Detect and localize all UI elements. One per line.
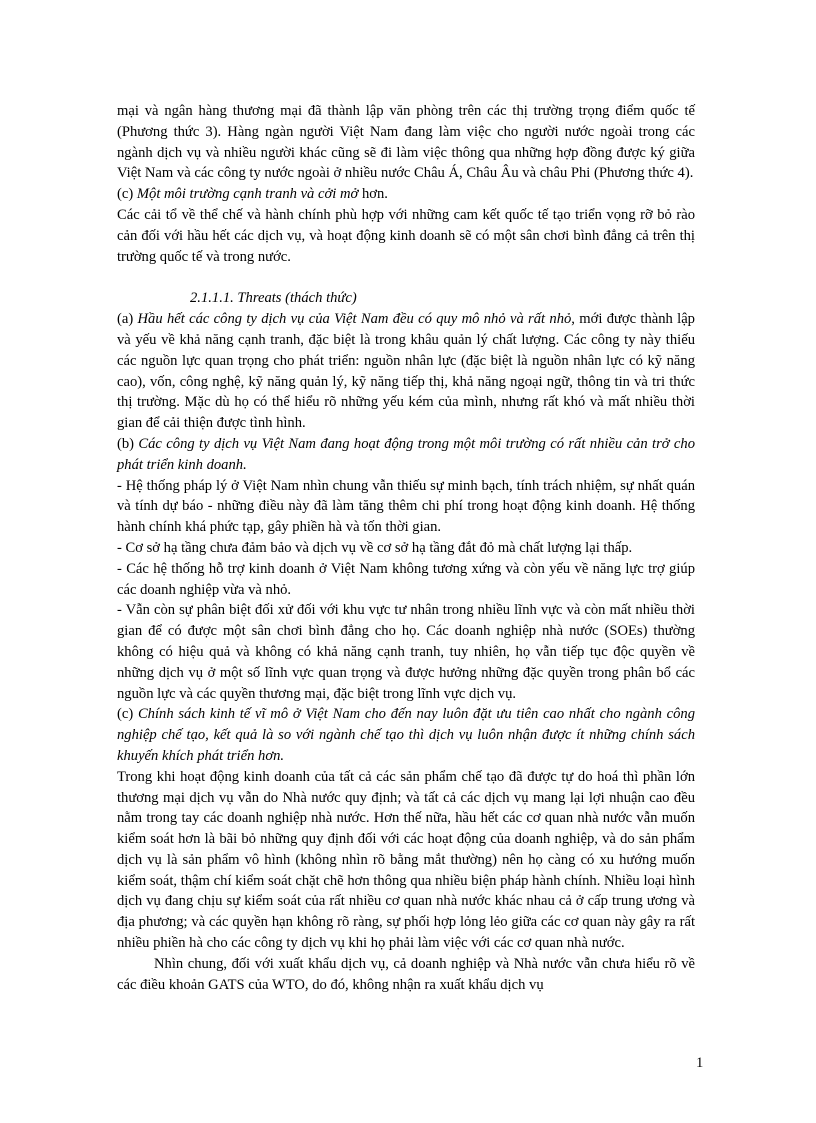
italic-lead: Các công ty dịch vụ Việt Nam đang hoạt động trong một môi trường có rất nhiều cản trở cho phát triển kinh doanh. (117, 435, 695, 473)
item-marker: (a) (117, 311, 138, 328)
paragraph-threat-b (117, 434, 695, 476)
item-marker: (c) (117, 706, 138, 723)
paragraph-threat-c (117, 704, 695, 766)
paragraph-mode-3-4: mại và ngân hàng thương mại đã thành lập văn phòng trên các thị trường trọng điểm quốc tế (Phương thức 3). Hàng ngàn người Việt Nam đang làm việc cho người nước ngoài trong các ngành dịch vụ và nhiều người khác cũng sẽ đi làm việc thông qua những hợp đồng được ký giữa Việt Nam và các công ty nước ngoài ở nhiều nước Châu Á, Châu Âu và châu Phi (Phương thức 4). (117, 103, 695, 182)
paragraph-opportunity-c (117, 184, 695, 205)
page-body (117, 101, 695, 995)
item-marker: (c) (117, 186, 137, 203)
section-heading-threats: 2.1.1.1. Threats (thách thức) (190, 290, 357, 307)
bullet-support-systems: - Các hệ thống hỗ trợ kinh doanh ở Việt Nam không tương xứng và còn yếu về năng lực trợ giúp các doanh nghiệp vừa và nhỏ. (117, 560, 695, 598)
paragraph-state-control: Trong khi hoạt động kinh doanh của tất cả các sản phẩm chế tạo đã được tự do hoá thì phần lớn thương mại dịch vụ vẫn do Nhà nước quy định; và tất cả các dịch vụ mang lại lợi nhuận cao đều nằm trong tay các doanh nghiệp nhà nước. Hơn thế nữa, hầu hết các cơ quan nhà nước vẫn muốn kiểm soát hơn là bãi bỏ những quy định đối với các hoạt động của doanh nghiệp, và do sản phẩm dịch vụ là sản phẩm vô hình (không nhìn rõ bằng mắt thường) nên họ càng có xu hướng muốn kiểm soát, thậm chí kiểm soát chặt chẽ hơn thông qua nhiều biện pháp hành chính. Nhiều loại hình dịch vụ đang chịu sự kiểm soát của rất nhiều cơ quan nhà nước khác nhau cả ở cấp trung ương và địa phương; và các quyền hạn không rõ ràng, sự phối hợp lỏng lẻo giữa các cơ quan này gây ra rất nhiều phiền hà cho các công ty dịch vụ khi họ phải làm việc với các cơ quan nhà nước. (117, 768, 695, 952)
italic-lead: Một môi trường cạnh tranh và cởi mở (136, 186, 359, 203)
paragraph-gats-awareness: Nhìn chung, đối với xuất khẩu dịch vụ, cả doanh nghiệp và Nhà nước vẫn chưa hiểu rõ về các điều khoản GATS của WTO, do đó, không nhận ra xuất khẩu dịch vụ (117, 955, 695, 993)
paragraph-threat-a (117, 309, 695, 434)
paragraph-body: , mới được thành lập và yếu về khả năng cạnh tranh, đặc biệt là trong khâu quản lý chất lượng. Các công ty này thiếu các nguồn lực quan trọng cho phát triển: nguồn nhân lực (đặc biệt là nguồn nhân lực có kỹ năng cao), vốn, công nghệ, kỹ năng quản lý, kỹ năng tiếp thị, khả năng ngoại ngữ, thông tin và tri thức thị trường. Mặc dù họ có thể hiểu rõ những yếu kém của mình, nhưng rất khó và mất nhiều thời gian để cải thiện được tình hình. (117, 311, 695, 432)
paragraph-suffix: hơn. (358, 186, 388, 203)
spacer (117, 267, 695, 288)
bullet-legal-system: - Hệ thống pháp lý ở Việt Nam nhìn chung vẫn thiếu sự minh bạch, tính trách nhiệm, sự nhất quán và tính dự báo - những điều này đã làm tăng thêm chi phí trong hoạt động kinh doanh. Hệ thống hành chính khá phức tạp, gây phiền hà và tốn thời gian. (117, 477, 695, 536)
italic-lead: Chính sách kinh tế vĩ mô ở Việt Nam cho đến nay luôn đặt ưu tiên cao nhất cho ngành công nghiệp chế tạo, kết quả là so với ngành chế tạo thì dịch vụ luôn nhận được ít những chính sách khuyến khích phát triển hơn. (117, 706, 695, 764)
italic-lead: Hầu hết các công ty dịch vụ của Việt Nam đều có quy mô nhỏ và rất nhỏ (137, 311, 572, 328)
bullet-discrimination: - Vẫn còn sự phân biệt đối xử đối với khu vực tư nhân trong nhiều lĩnh vực và còn mất nhiều thời gian để có được một sân chơi bình đẳng cho họ. Các doanh nghiệp nhà nước (SOEs) thường không có hiệu quả và không có khả năng cạnh tranh, tuy nhiên, họ vẫn tiếp tục độc quyền về những dịch vụ ở một số lĩnh vực quan trọng và được hưởng những đặc quyền trong phân bổ các nguồn lực và các quyền thương mại, đặc biệt trong lĩnh vực dịch vụ. (117, 602, 695, 702)
bullet-infrastructure: - Cơ sở hạ tầng chưa đảm bảo và dịch vụ về cơ sở hạ tầng đắt đỏ mà chất lượng lại thấp. (117, 539, 633, 556)
item-marker: (b) (117, 435, 139, 452)
page-number: 1 (696, 1055, 704, 1071)
paragraph-reforms: Các cải tổ về thể chế và hành chính phù hợp với những cam kết quốc tế tạo triển vọng rỡ bỏ rào cản đối với hầu hết các dịch vụ, và hoạt động kinh doanh sẽ có một sân chơi bình đẳng cả trên thị trường quốc tế và trong nước. (117, 206, 695, 265)
